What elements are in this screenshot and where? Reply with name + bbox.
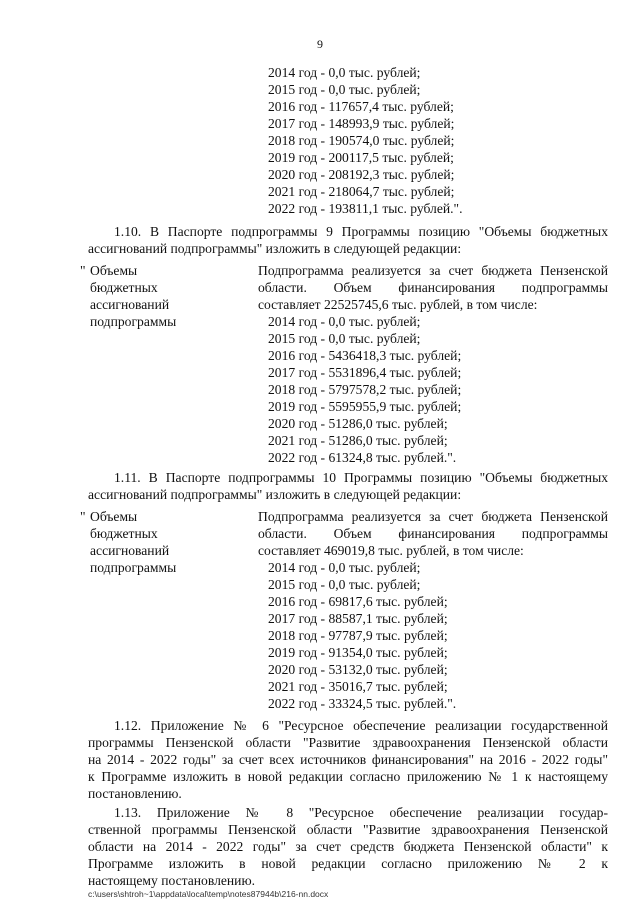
label-line: Объемы (90, 263, 138, 278)
desc-line: области. Объем финансирования подпрограммы (258, 280, 608, 295)
year-line: 2014 год - 0,0 тыс. рублей; (268, 560, 421, 575)
top-year-line: 2018 год - 190574,0 тыс. рублей; (268, 133, 455, 148)
year-line: 2018 год - 97787,9 тыс. рублей; (268, 628, 448, 643)
section-112-line: на 2014 - 2022 годы" за счет всех источников финансирования" на 2016 - 2022 годы" (88, 752, 608, 767)
year-line: 2018 год - 5797578,2 тыс. рублей; (268, 382, 462, 397)
section-113-line: области на 2014 - 2022 годы" за счет средств бюджета Пензенской области" к (88, 839, 608, 854)
year-line: 2022 год - 33324,5 тыс. рублей.". (268, 696, 457, 711)
year-line: 2021 год - 51286,0 тыс. рублей; (268, 433, 448, 448)
page-number: 9 (317, 37, 323, 51)
year-line: 2019 год - 91354,0 тыс. рублей; (268, 645, 448, 660)
section-110-heading-cont: ассигнований подпрограммы" изложить в следующей редакции: (88, 241, 462, 256)
top-year-line: 2017 год - 148993,9 тыс. рублей; (268, 116, 455, 131)
quote-mark: " (80, 509, 86, 524)
year-line: 2019 год - 5595955,9 тыс. рублей; (268, 399, 462, 414)
label-line: ассигнований (90, 297, 170, 312)
section-112-line: 1.12. Приложение № 6 "Ресурсное обеспечение реализации государственной (114, 718, 608, 733)
desc-line: составляет 469019,8 тыс. рублей, в том числе: (258, 543, 524, 558)
year-line: 2015 год - 0,0 тыс. рублей; (268, 577, 421, 592)
footer-file-path: c:\users\shtroh~1\appdata\local\temp\notes87944b\216-nn.docx (88, 889, 329, 899)
label-line: подпрограммы (90, 314, 177, 329)
label-line: ассигнований (90, 543, 170, 558)
top-year-line: 2014 год - 0,0 тыс. рублей; (268, 65, 421, 80)
year-line: 2020 год - 51286,0 тыс. рублей; (268, 416, 448, 431)
year-line: 2022 год - 61324,8 тыс. рублей.". (268, 450, 457, 465)
quote-mark: " (80, 263, 86, 278)
desc-line: области. Объем финансирования подпрограммы (258, 526, 608, 541)
section-111-heading: 1.11. В Паспорте подпрограммы 10 Программы позицию "Объемы бюджетных (114, 470, 608, 485)
section-113-line: ственной программы Пензенской области "Развитие здравоохранения Пензенской (88, 822, 608, 837)
label-line: бюджетных (90, 280, 158, 295)
year-line: 2021 год - 35016,7 тыс. рублей; (268, 679, 448, 694)
year-line: 2016 год - 69817,6 тыс. рублей; (268, 594, 448, 609)
section-112-line: к Программе изложить в новой редакции согласно приложению № 1 к настоящему (88, 769, 608, 784)
desc-line: составляет 22525745,6 тыс. рублей, в том числе: (258, 297, 538, 312)
section-110-heading: 1.10. В Паспорте подпрограммы 9 Программы позицию "Объемы бюджетных (114, 224, 608, 239)
label-line: Объемы (90, 509, 138, 524)
section-113-line: 1.13. Приложение № 8 "Ресурсное обеспечение реализации государ- (114, 805, 608, 820)
desc-line: Подпрограмма реализуется за счет бюджета Пензенской (258, 263, 608, 278)
year-line: 2014 год - 0,0 тыс. рублей; (268, 314, 421, 329)
section-111-heading-cont: ассигнований подпрограммы" изложить в следующей редакции: (88, 487, 462, 502)
desc-line: Подпрограмма реализуется за счет бюджета Пензенской (258, 509, 608, 524)
label-line: бюджетных (90, 526, 158, 541)
top-year-line: 2016 год - 117657,4 тыс. рублей; (268, 99, 454, 114)
top-year-line: 2019 год - 200117,5 тыс. рублей; (268, 150, 454, 165)
year-line: 2017 год - 5531896,4 тыс. рублей; (268, 365, 462, 380)
year-line: 2020 год - 53132,0 тыс. рублей; (268, 662, 448, 677)
top-year-line: 2015 год - 0,0 тыс. рублей; (268, 82, 421, 97)
year-line: 2017 год - 88587,1 тыс. рублей; (268, 611, 448, 626)
year-line: 2015 год - 0,0 тыс. рублей; (268, 331, 421, 346)
top-year-line: 2021 год - 218064,7 тыс. рублей; (268, 184, 455, 199)
section-112-line: программы Пензенской области "Развитие здравоохранения Пензенской области (88, 735, 608, 750)
top-year-line: 2022 год - 193811,1 тыс. рублей.". (268, 201, 463, 216)
year-line: 2016 год - 5436418,3 тыс. рублей; (268, 348, 462, 363)
section-112-line: постановлению. (88, 786, 182, 801)
section-113-line: Программе изложить в новой редакции согласно приложению № 2 к (88, 856, 608, 871)
top-year-line: 2020 год - 208192,3 тыс. рублей; (268, 167, 455, 182)
section-113-line: настоящему постановлению. (88, 873, 256, 888)
label-line: подпрограммы (90, 560, 177, 575)
